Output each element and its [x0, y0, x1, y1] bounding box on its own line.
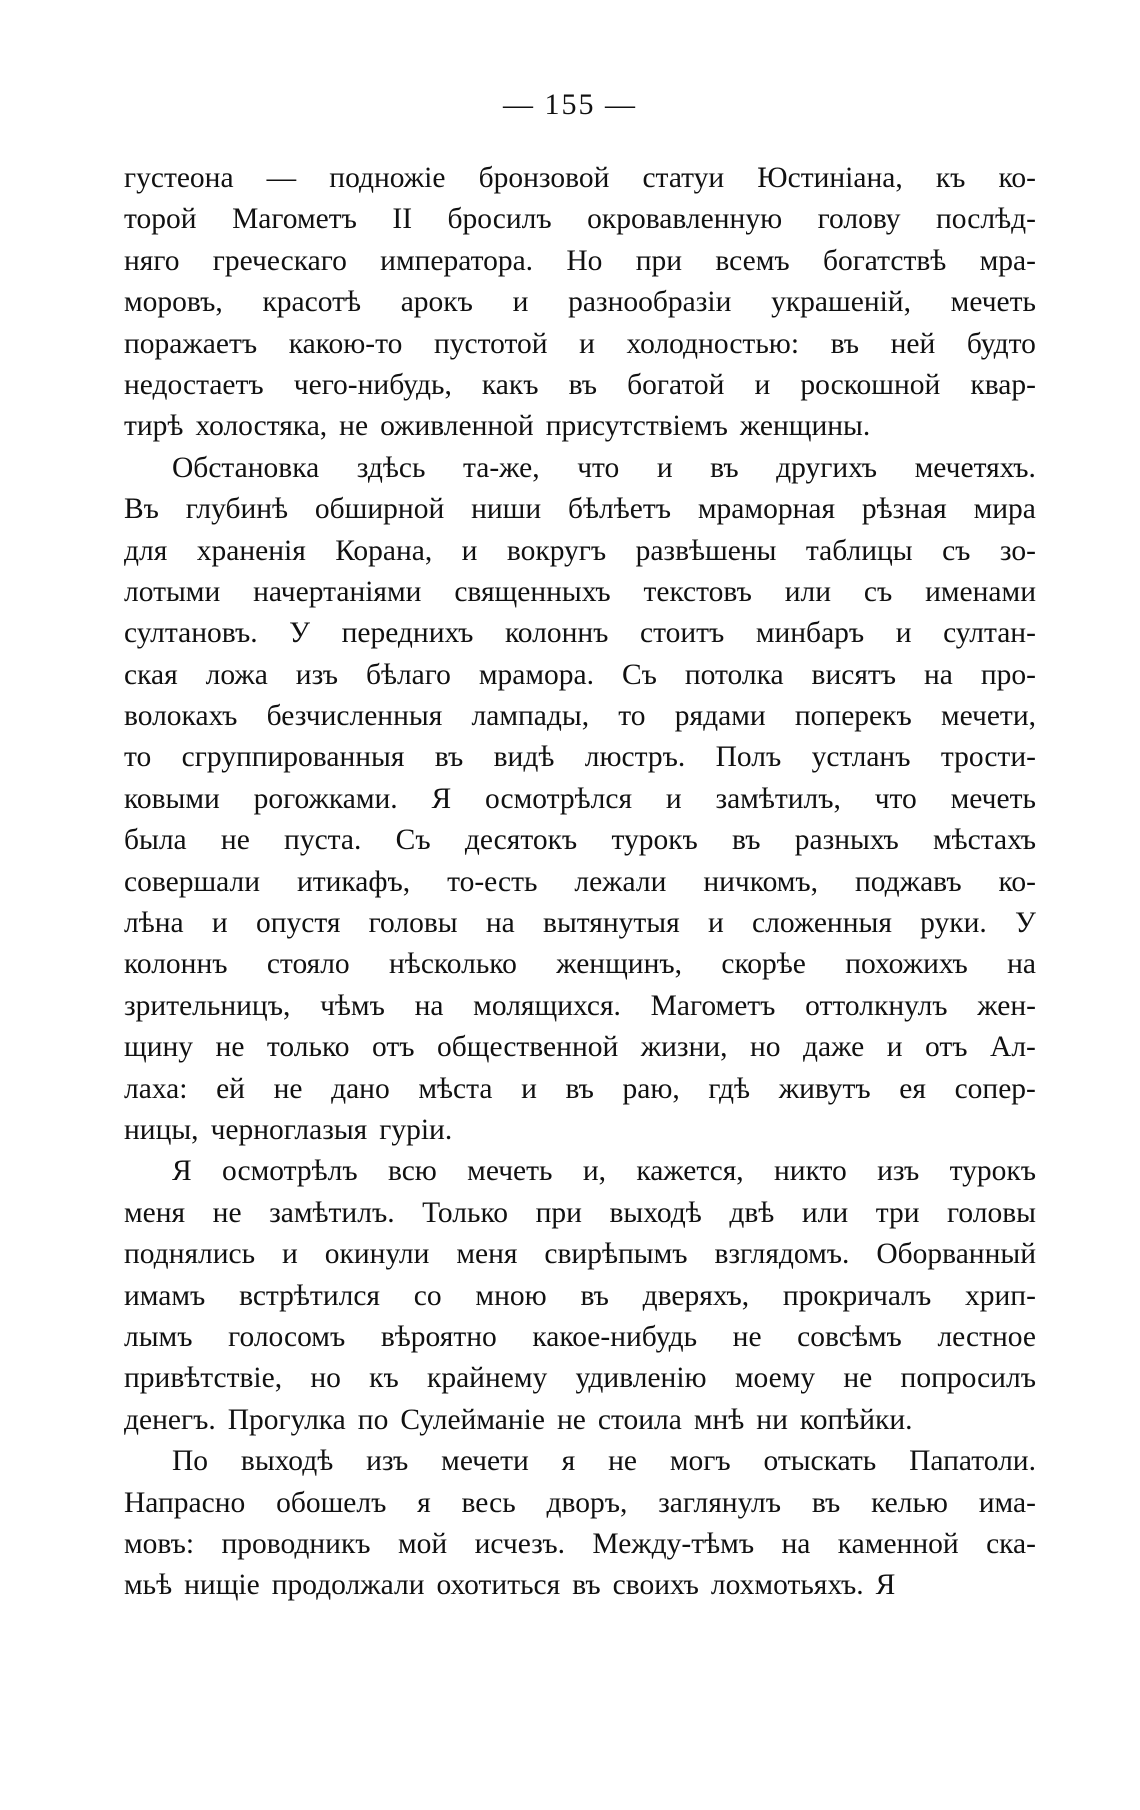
text-line: Обстановка здѣсь та-же, что и въ другихъ мечетяхъ.	[172, 451, 1036, 484]
text-line: колоннъ стояло нѣсколько женщинъ, скорѣе похожихъ на	[124, 948, 1036, 981]
text-line: недостаетъ чего-нибудь, какъ въ богатой и роскошной квар-	[124, 368, 1036, 401]
text-line: ковыми рогожками. Я осмотрѣлся и замѣтилъ, что мечеть	[124, 782, 1036, 815]
text-line: то сгруппированныя въ видѣ люстръ. Полъ устланъ трости-	[124, 741, 1036, 774]
text-line: денегъ. Прогулка по Сулейманіе не стоила мнѣ ни копѣйки.	[124, 1403, 913, 1436]
text-line: мовъ: проводникъ мой исчезъ. Между-тѣмъ на каменной ска-	[124, 1527, 1036, 1560]
paragraph	[124, 448, 1036, 1152]
text-line: совершали итикафъ, то-есть лежали ничкомъ, поджавъ ко-	[124, 865, 1036, 898]
text-line: лаха: ей не дано мѣста и въ раю, гдѣ живутъ ея сопер-	[124, 1072, 1036, 1105]
text-line: лѣна и опустя головы на вытянутыя и сложенныя руки. У	[124, 907, 1036, 940]
text-line: густеона — подножіе бронзовой статуи Юстиніана, къ ко-	[124, 162, 1036, 194]
text-line: Я осмотрѣлъ всю мечеть и, кажется, никто изъ турокъ	[172, 1155, 1036, 1188]
text-line: Напрасно обошелъ я весь дворъ, заглянулъ въ келью има-	[124, 1486, 1036, 1519]
text-line: моровъ, красотѣ арокъ и разнообразіи украшеній, мечеть	[124, 286, 1036, 319]
text-line: торой Магометъ II бросилъ окровавленную голову послѣд-	[124, 203, 1036, 236]
text-line: волокахъ безчисленныя лампады, то рядами поперекъ мечети,	[124, 700, 1036, 733]
text-line: для храненія Корана, и вокругъ развѣшены таблицы съ зо-	[124, 534, 1036, 567]
text-line: имамъ встрѣтился со мною въ дверяхъ, прокричалъ хрип-	[124, 1279, 1036, 1312]
paragraph	[124, 1441, 1036, 1607]
text-line: была не пуста. Съ десятокъ турокъ въ разныхъ мѣстахъ	[124, 824, 1036, 857]
page-number: — 155 —	[503, 88, 637, 121]
text-line: ницы, черноглазыя гуріи.	[124, 1113, 453, 1146]
paragraph	[124, 158, 1036, 448]
text-line: поднялись и окинули меня свирѣпымъ взглядомъ. Оборванный	[124, 1238, 1036, 1271]
text-line: Въ глубинѣ обширной ниши бѣлѣетъ мраморная рѣзная мира	[124, 493, 1036, 526]
body-text	[124, 158, 1036, 1607]
text-line: султановъ. У переднихъ колоннъ стоитъ минбаръ и султан-	[124, 617, 1036, 650]
text-line: няго греческаго императора. Но при всемъ богатствѣ мра-	[124, 244, 1036, 277]
text-line: лымъ голосомъ вѣроятно какое-нибудь не совсѣмъ лестное	[124, 1320, 1036, 1353]
text-line: лотыми начертаніями священныхъ текстовъ или съ именами	[124, 575, 1036, 608]
text-line: мьѣ нищіе продолжали охотиться въ своихъ лохмотьяхъ. Я	[124, 1569, 896, 1602]
text-line: По выходѣ изъ мечети я не могъ отыскать Папатоли.	[172, 1445, 1036, 1478]
text-line: ская ложа изъ бѣлаго мрамора. Съ потолка висятъ на про-	[124, 658, 1036, 691]
text-line: тирѣ холостяка, не оживленной присутствіемъ женщины.	[124, 410, 871, 443]
text-line: зрительницъ, чѣмъ на молящихся. Магометъ оттолкнулъ жен-	[124, 989, 1036, 1022]
paragraph	[124, 1151, 1036, 1441]
text-line: меня не замѣтилъ. Только при выходѣ двѣ или три головы	[124, 1196, 1036, 1229]
text-line: привѣтствіе, но къ крайнему удивленію моему не попросилъ	[124, 1362, 1036, 1395]
text-line: щину не только отъ общественной жизни, но даже и отъ Ал-	[124, 1031, 1036, 1064]
text-line: поражаетъ какою-то пустотой и холодностью: въ ней будто	[124, 327, 1036, 360]
